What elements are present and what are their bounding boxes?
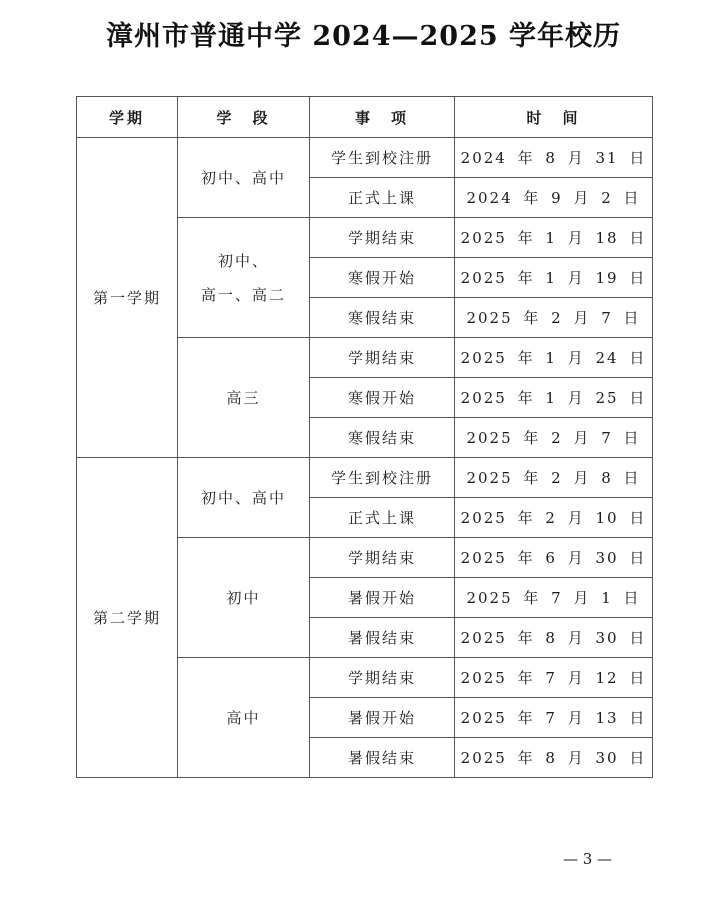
term-cell: 第二学期 xyxy=(77,458,178,778)
event-item-cell: 寒假结束 xyxy=(310,298,455,338)
event-item-cell: 暑假结束 xyxy=(310,618,455,658)
table-header-row xyxy=(77,97,653,138)
event-item-cell: 学生到校注册 xyxy=(310,458,455,498)
page-number-text: — 3 — xyxy=(563,850,613,868)
header-time: 时 间 xyxy=(455,97,653,138)
event-time-cell: 2025 年 1 月 18 日 xyxy=(455,218,653,258)
event-time-cell: 2025 年 8 月 30 日 xyxy=(455,618,653,658)
stage-cell xyxy=(178,218,310,338)
event-time-cell: 2025 年 2 月 8 日 xyxy=(455,458,653,498)
event-item-cell: 寒假结束 xyxy=(310,418,455,458)
header-term: 学期 xyxy=(77,97,178,138)
event-time-cell: 2024 年 8 月 31 日 xyxy=(455,138,653,178)
event-item-cell: 正式上课 xyxy=(310,498,455,538)
stage-cell xyxy=(178,458,310,538)
page-title: 漳州市普通中学 2024—2025 学年校历 xyxy=(105,21,622,52)
event-item-cell: 寒假开始 xyxy=(310,258,455,298)
event-item-cell: 学期结束 xyxy=(310,658,455,698)
stage-cell xyxy=(178,138,310,218)
event-item-cell: 暑假开始 xyxy=(310,578,455,618)
stage-label: 高三 xyxy=(226,388,261,407)
event-time-cell: 2025 年 2 月 7 日 xyxy=(455,418,653,458)
stage-label: 初中 xyxy=(226,588,261,607)
event-time-cell: 2025 年 1 月 19 日 xyxy=(455,258,653,298)
event-item-cell: 学期结束 xyxy=(310,338,455,378)
stage-label: 初中、高中 xyxy=(200,168,286,187)
table-row xyxy=(77,458,653,498)
term-cell: 第一学期 xyxy=(77,138,178,458)
stage-label: 初中、 xyxy=(217,251,269,270)
event-time-cell: 2025 年 1 月 24 日 xyxy=(455,338,653,378)
event-item-cell: 学生到校注册 xyxy=(310,138,455,178)
stage-cell xyxy=(178,538,310,658)
table-body xyxy=(77,138,653,778)
header-stage: 学 段 xyxy=(178,97,310,138)
event-time-cell: 2025 年 6 月 30 日 xyxy=(455,538,653,578)
event-item-cell: 学期结束 xyxy=(310,218,455,258)
stage-label: 高中 xyxy=(226,708,261,727)
stage-cell xyxy=(178,338,310,458)
event-time-cell: 2025 年 2 月 7 日 xyxy=(455,298,653,338)
event-item-cell: 暑假开始 xyxy=(310,698,455,738)
table-row xyxy=(77,138,653,178)
event-item-cell: 正式上课 xyxy=(310,178,455,218)
event-time-cell: 2025 年 7 月 12 日 xyxy=(455,658,653,698)
event-item-cell: 暑假结束 xyxy=(310,738,455,778)
header-item: 事 项 xyxy=(310,97,455,138)
stage-label: 高一、高二 xyxy=(200,285,286,304)
event-item-cell: 学期结束 xyxy=(310,538,455,578)
event-time-cell: 2025 年 2 月 10 日 xyxy=(455,498,653,538)
event-time-cell: 2025 年 7 月 1 日 xyxy=(455,578,653,618)
event-time-cell: 2025 年 1 月 25 日 xyxy=(455,378,653,418)
stage-cell xyxy=(178,658,310,778)
stage-label: 初中、高中 xyxy=(200,488,286,507)
event-item-cell: 寒假开始 xyxy=(310,378,455,418)
school-calendar-table xyxy=(76,96,653,778)
event-time-cell: 2025 年 8 月 30 日 xyxy=(455,738,653,778)
event-time-cell: 2025 年 7 月 13 日 xyxy=(455,698,653,738)
event-time-cell: 2024 年 9 月 2 日 xyxy=(455,178,653,218)
